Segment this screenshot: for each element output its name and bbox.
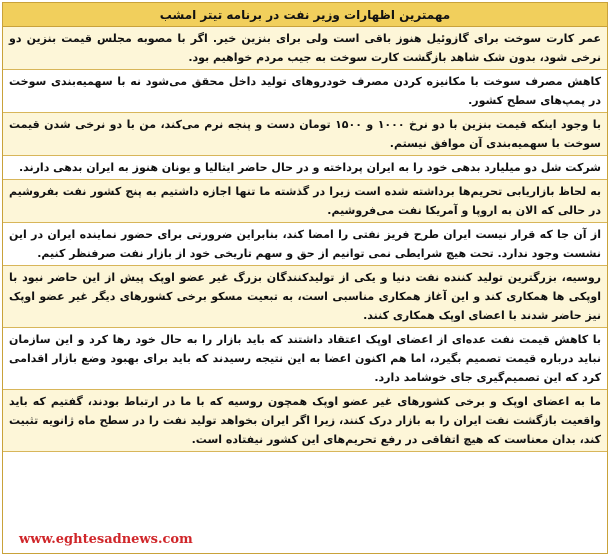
statement-2: کاهش مصرف سوخت با مکانیزه کردن مصرف خودروهای تولید داخل محقق می‌شود نه با سهمیه‌بندی سوخت در پمپ‌های سطح کشور. xyxy=(3,70,607,113)
statement-3: با وجود اینکه قیمت بنزین با دو نرخ ۱۰۰۰ و ۱۵۰۰ تومان دست و پنجه نرم می‌کند، من با دو نرخی شدن قیمت سوخت با سهمیه‌بندی آن موافق نیستم. xyxy=(3,113,607,156)
statement-list xyxy=(3,27,607,452)
statement-1: عمر کارت سوخت برای گازوئیل هنوز باقی است ولی برای بنزین خیر. اگر با مصوبه مجلس قیمت بنزین دو نرخی شود، بدون شک شاهد بازگشت کارت سوخت به جیب مردم خواهیم بود. xyxy=(3,27,607,70)
news-box xyxy=(2,2,608,554)
footer xyxy=(5,527,605,551)
statement-7: روسیه، بزرگترین تولید کننده نفت دنیا و یکی از تولیدکنندگان بزرگ غیر عضو اوپک پیش از این حاضر نبود با اوپکی ها همکاری کند و این آغاز همکاری مناسبی است، به تبعیت مسکو برخی کشورهای دیگر غیر عضو اوپک نیز حاضر شدند با اعضای اوپک همکاری کنند. xyxy=(3,266,607,328)
statement-5: به لحاظ بازاریابی تحریم‌ها برداشته شده است زیرا در گذشته ما تنها اجازه داشتیم به پنج کشور نفت بفروشیم در حالی که الان به اروپا و آمریکا نفت می‌فروشیم. xyxy=(3,180,607,223)
website-link[interactable]: www.eghtesadnews.com xyxy=(19,531,193,547)
statement-6: از آن جا که قرار نیست ایران طرح فریز نفتی را امضا کند، بنابراین ضرورتی برای حضور نماینده ایران در این نشست وجود ندارد. تحت هیچ شرایطی نمی توانیم از حق و سهم تاریخی خود از بازار نفت صرفنظر کنیم. xyxy=(3,223,607,266)
statement-4: شرکت شل دو میلیارد بدهی خود را به ایران پرداخته و در حال حاضر ایتالیا و یونان هنوز به ایران بدهی دارند. xyxy=(3,156,607,180)
statement-8: با کاهش قیمت نفت عده‌ای از اعضای اوپک اعتقاد داشتند که باید بازار را به حال خود رها کرد و این سازمان نباید درباره قیمت تصمیم بگیرد، اما هم اکنون اعضا به این نتیجه رسیدند که باید برای بهبود وضع بازار اقدامی کرد که این تصمیم‌گیری جای خوشامد دارد. xyxy=(3,328,607,390)
box-title: مهمترین اظهارات وزیر نفت در برنامه تیتر امشب xyxy=(3,3,607,27)
statement-9: ما به اعضای اوپک و برخی کشورهای غیر عضو اوپک همچون روسیه که با ما در ارتباط بودند، گفتیم که باید واقعیت بازگشت نفت ایران را به بازار درک کنند، زیرا اگر ایران بخواهد تولید نفت را در سطح ماه ژانویه تثبیت کند، بدان معناست که هیچ اتفاقی در رفع تحریم‌های این کشور نیفتاده است. xyxy=(3,390,607,452)
